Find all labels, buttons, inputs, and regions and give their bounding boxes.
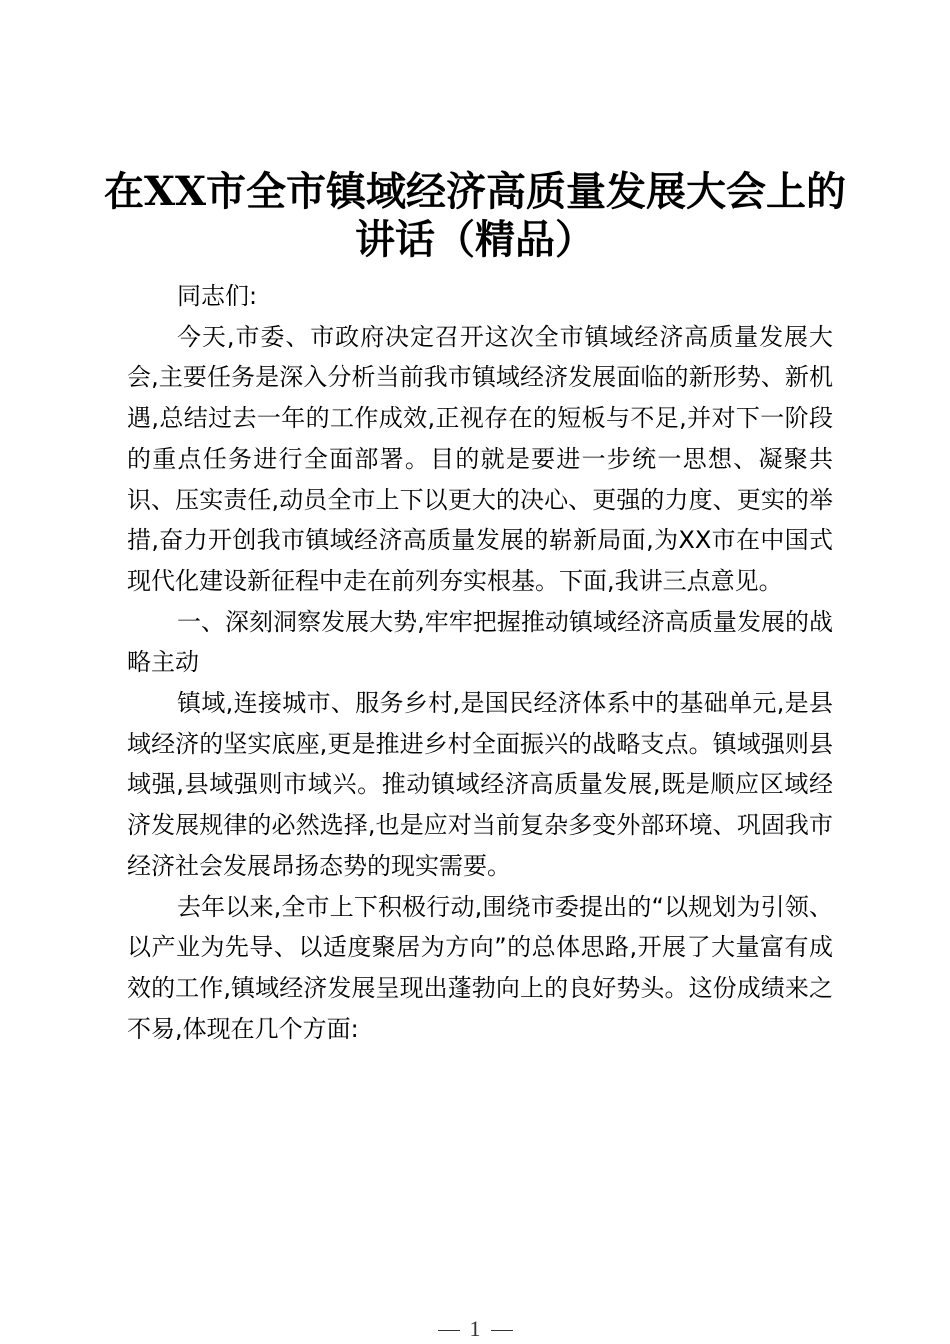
- dash-right: [491, 1330, 513, 1331]
- paragraph: 镇域,连接城市、服务乡村,是国民经济体系中的基础单元,是县域经济的坚实底座,更是推进乡村全面振兴的战略支点。镇域强则县域强,县域强则市域兴。推动镇域经济高质量发展,既是顺应区域经济发展规律的必然选择,也是应对当前复杂多变外部环境、巩固我市经济社会发展昂扬态势的现实需要。: [127, 689, 833, 880]
- dash-left: [438, 1330, 460, 1331]
- paragraph: 去年以来,全市上下积极行动,围绕市委提出的“以规划为引领、以产业为先导、以适度聚居为方向”的总体思路,开展了大量富有成效的工作,镇域经济发展呈现出蓬勃向上的良好势头。这份成绩来之不易,体现在几个方面:: [127, 892, 833, 1043]
- section-heading: 一、深刻洞察发展大势,牢牢把握推动镇域经济高质量发展的战略主动: [127, 607, 833, 677]
- page-footer: [0, 1316, 950, 1342]
- paragraph: 今天,市委、市政府决定召开这次全市镇域经济高质量发展大会,主要任务是深入分析当前我市镇域经济发展面临的新形势、新机遇,总结过去一年的工作成效,正视存在的短板与不足,并对下一阶段的重点任务进行全面部署。目的就是要进一步统一思想、凝聚共识、压实责任,动员全市上下以更大的决心、更强的力度、更实的举措,奋力开创我市镇域经济高质量发展的崭新局面,为XX市在中国式现代化建设新征程中走在前列夯实根基。下面,我讲三点意见。: [127, 322, 833, 595]
- document-title: 在XX市全市镇域经济高质量发展大会上的讲话（精品）: [103, 168, 847, 263]
- salutation: 同志们:: [177, 282, 258, 310]
- page-number: 1: [469, 1316, 481, 1341]
- document-body: [127, 276, 833, 1049]
